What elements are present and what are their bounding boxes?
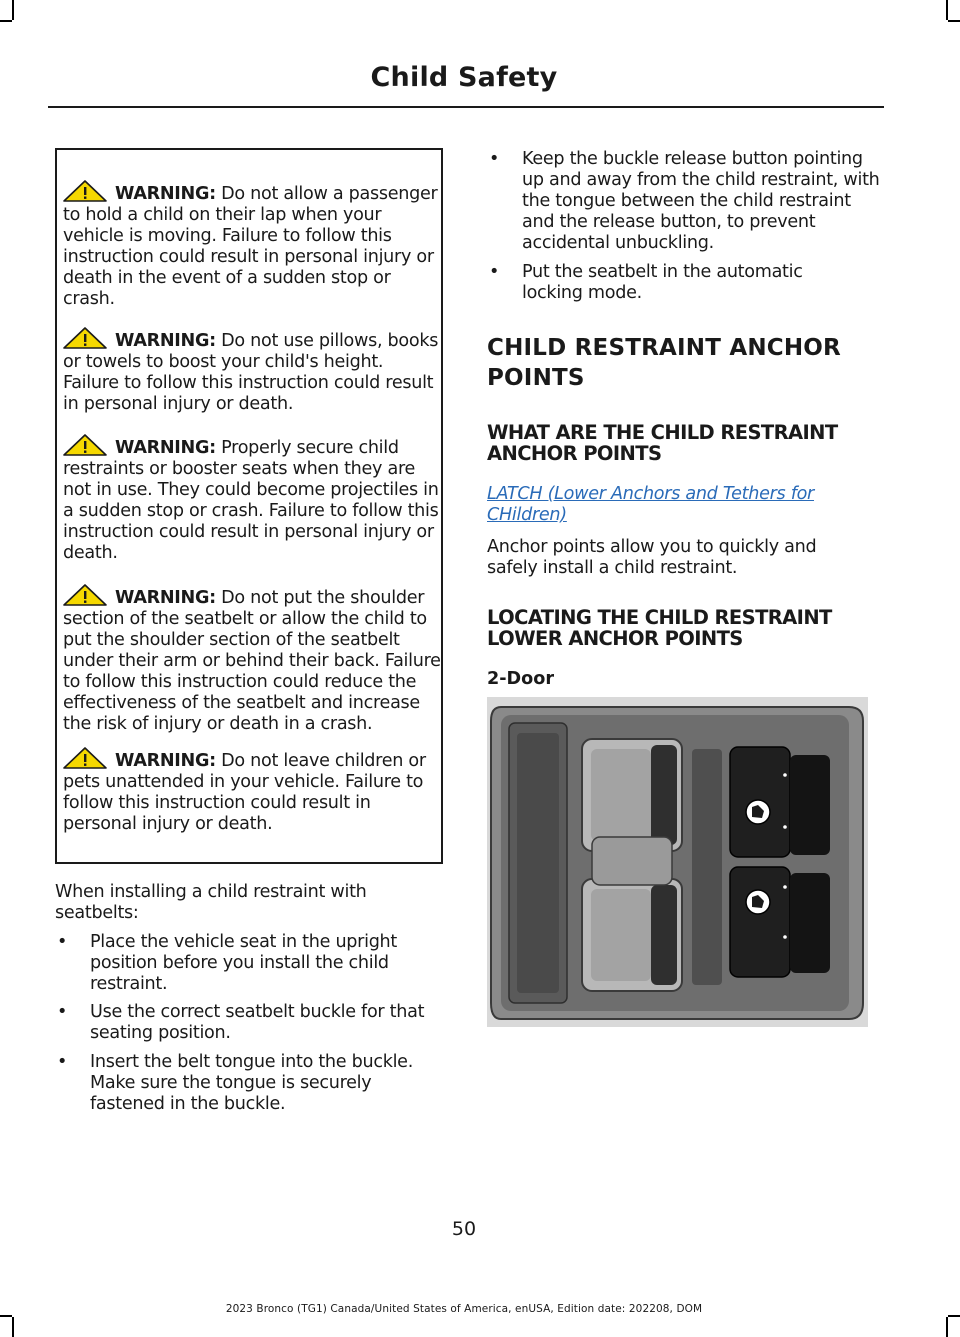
page-title: Child Safety (370, 62, 558, 93)
bullet-marker: • (57, 1002, 68, 1022)
warning-text: Do not put the shoulder section of the seatbelt or allow the child to put the shoulder section of the seatbelt under their arm or behind their back. Failure to follow this instruction could reduce the effectiveness of the seatbelt and increase the risk of injury or death in a crash. (63, 588, 441, 734)
list-item-text: Put the seatbelt in the automatic locking mode. (522, 262, 803, 303)
list-item-text: Use the correct seatbelt buckle for that seating position. (90, 1002, 425, 1043)
warning-block (63, 434, 441, 564)
crop-mark (12, 0, 14, 20)
vehicle-anchor-diagram (487, 697, 868, 1027)
warning-triangle-icon (63, 180, 115, 202)
warning-label: WARNING: (115, 331, 216, 351)
warning-text: Do not leave children or pets unattended in your vehicle. Failure to follow this instruction could result in personal injury or death. (63, 751, 426, 834)
bullet-marker: • (57, 932, 68, 952)
warning-text: Properly secure child restraints or booster seats when they are not in use. They could become projectiles in a sudden stop or crash. Failure to follow this instruction could result in personal injury or death. (63, 438, 439, 563)
crop-mark (946, 0, 948, 20)
anchor-points-text: Anchor points allow you to quickly and safely install a child restraint. (487, 537, 817, 578)
warning-block (63, 584, 441, 735)
list-item-text: Keep the buckle release button pointing up and away from the child restraint, with the tongue between the child restraint and the release button, to prevent accidental unbuckling. (522, 149, 880, 253)
bullet-marker: • (57, 1052, 68, 1072)
warning-triangle-icon (63, 327, 115, 349)
crop-mark (12, 1317, 14, 1337)
warning-triangle-icon (63, 584, 115, 606)
bullet-marker: • (489, 262, 500, 282)
header-divider (48, 106, 884, 108)
latch-link[interactable]: LATCH (Lower Anchors and Tethers for CHildren) (487, 484, 814, 525)
child-seat-anchor-icon (746, 890, 770, 914)
warning-triangle-icon (63, 434, 115, 456)
bullet-marker: • (489, 149, 500, 169)
crop-mark (0, 20, 12, 22)
section-heading: CHILD RESTRAINT ANCHOR POINTS (487, 335, 841, 391)
crop-mark (946, 1317, 948, 1337)
crop-mark (0, 1315, 12, 1317)
list-item-text: Insert the belt tongue into the buckle. Make sure the tongue is securely fastened in the buckle. (90, 1052, 413, 1114)
list-item-text: Place the vehicle seat in the upright position before you install the child restraint. (90, 932, 398, 994)
footer-text: 2023 Bronco (TG1) Canada/United States of America, enUSA, Edition date: 202208, DOM (225, 1303, 703, 1315)
warning-block (63, 180, 441, 310)
warning-block (63, 747, 441, 835)
warning-block (63, 327, 441, 415)
subsection-heading: LOCATING THE CHILD RESTRAINT LOWER ANCHOR POINTS (487, 606, 832, 650)
warning-text: Do not allow a passenger to hold a child on their lap when your vehicle is moving. Failure to follow this instruction could result in personal injury or death in the event of a sudden stop or crash. (63, 184, 438, 309)
crop-mark (948, 20, 960, 22)
child-seat-anchor-icon (746, 800, 770, 824)
subsection-heading: WHAT ARE THE CHILD RESTRAINT ANCHOR POINTS (487, 421, 838, 465)
warning-label: WARNING: (115, 184, 216, 204)
warnings-box (55, 148, 443, 864)
warning-label: WARNING: (115, 751, 216, 771)
page-number: 50 (451, 1218, 477, 1240)
warning-triangle-icon (63, 747, 115, 769)
warning-text: Do not use pillows, books or towels to boost your child's height. Failure to follow this instruction could result in personal injury or death. (63, 331, 439, 414)
warning-label: WARNING: (115, 588, 216, 608)
warning-label: WARNING: (115, 438, 216, 458)
crop-mark (948, 1315, 960, 1317)
figure-label: 2-Door (487, 669, 554, 689)
intro-text: When installing a child restraint with seatbelts: (55, 882, 367, 923)
